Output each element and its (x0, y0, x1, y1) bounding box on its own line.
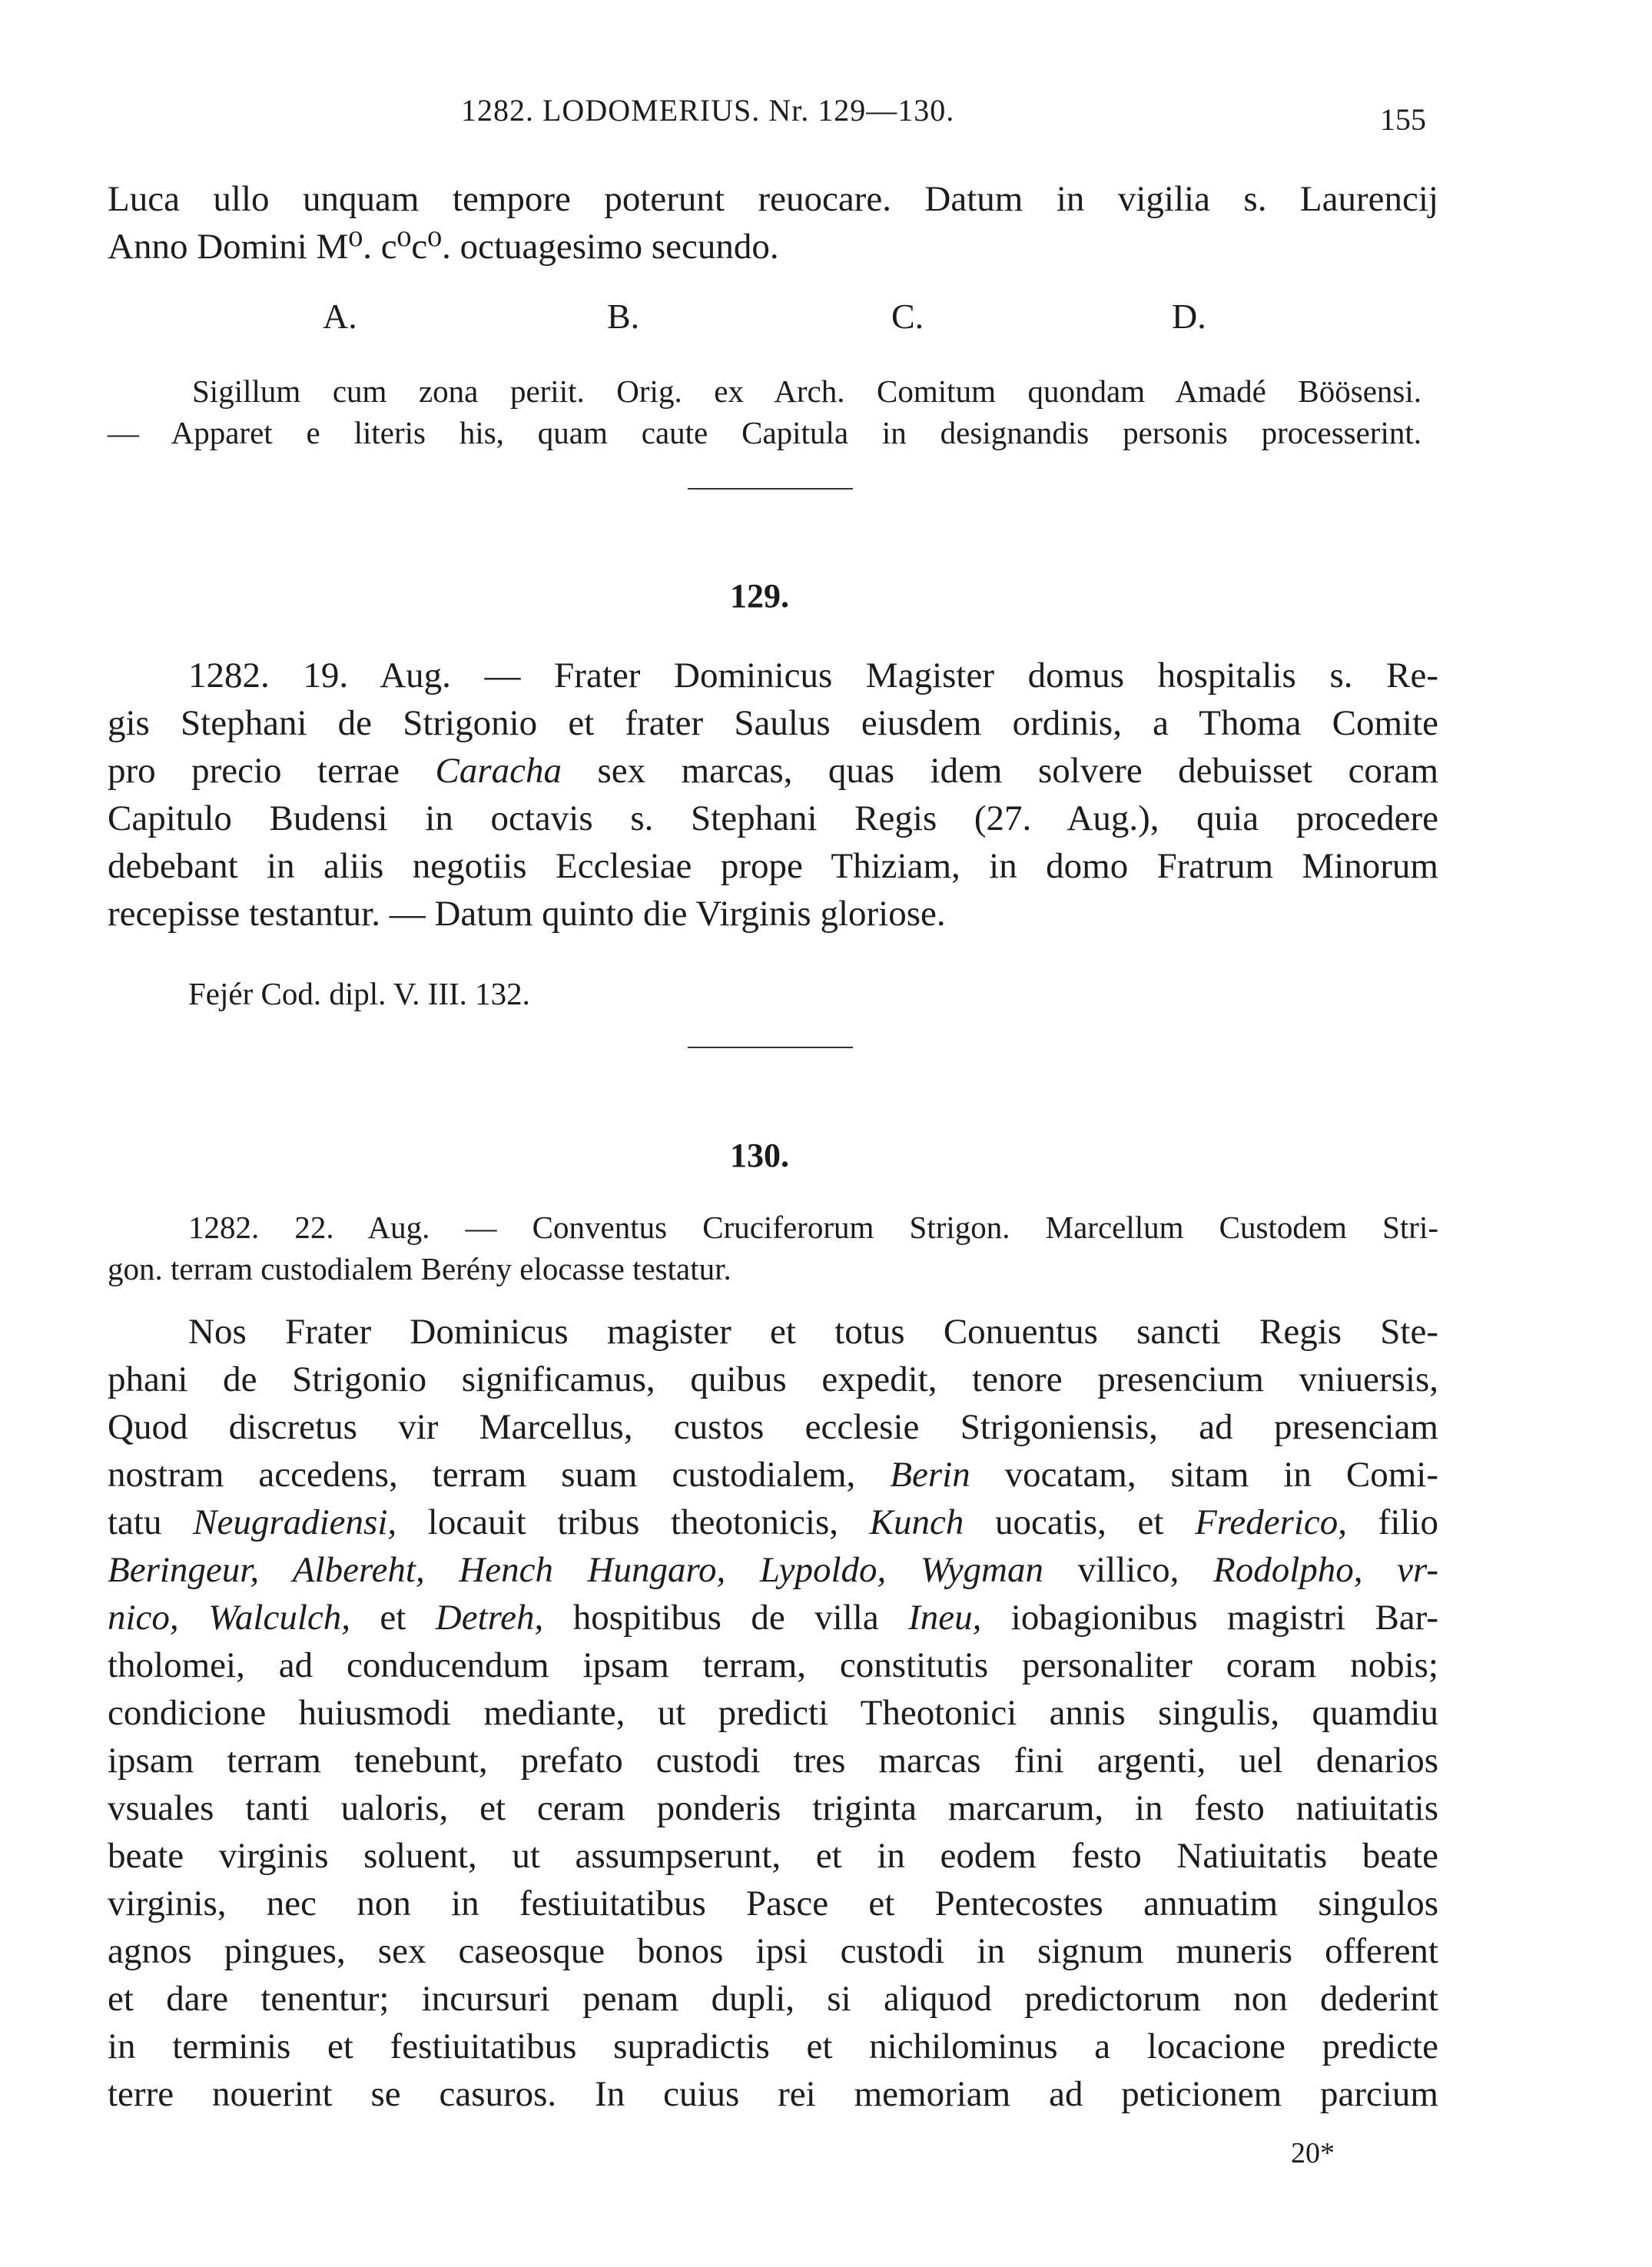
summary-line: Capitulo Budensi in octavis s. Stephani Regis (27. Aug.), quia procedere (108, 798, 1438, 838)
text-line: in terminis et festiuitatibus supradictis et nichilominus a locacione predicte (108, 2026, 1438, 2066)
text-line: tatu Neugradiensi, locauit tribus theotonicis, Kunch uocatis, et Frederico, filio (108, 1502, 1438, 1542)
witness-letter-c: C. (891, 297, 924, 336)
page-number: 155 (1380, 102, 1426, 137)
summary-line: pro precio terrae Caracha sex marcas, quas idem solvere debuisset coram (108, 751, 1438, 791)
document-number-130: 130. (730, 1137, 789, 1174)
document-number-129: 129. (730, 577, 789, 615)
summary-line: gon. terram custodialem Berény elocasse testatur. (108, 1251, 731, 1286)
text-line: agnos pingues, sex caseosque bonos ipsi custodi in signum muneris offerent (108, 1931, 1438, 1971)
text-line: tholomei, ad conducendum ipsam terram, constitutis personaliter coram nobis; (108, 1645, 1438, 1685)
running-title: 1282. LODOMERIUS. Nr. 129—130. (461, 93, 955, 128)
source-note-line: Sigillum cum zona periit. Orig. ex Arch. Comitum quondam Amadé Böösensi. (192, 373, 1421, 409)
text-line: ipsam terram tenebunt, prefato custodi tres marcas fini argenti, uel denarios (108, 1741, 1438, 1781)
text-line: beate virginis soluent, ut assumpserunt, et in eodem festo Natiuitatis beate (108, 1836, 1438, 1876)
signature-mark: 20* (1291, 2137, 1335, 2169)
text-line: et dare tenentur; incursuri penam dupli, si aliquod predictorum non dederint (108, 1979, 1438, 2019)
text-line: terre nouerint se casuros. In cuius rei memoriam ad peticionem parcium (108, 2074, 1438, 2114)
source-note-line: — Apparet e literis his, quam caute Capitula in designandis personis processerint. (108, 415, 1421, 450)
text-line: Beringeur, Albereht, Hench Hungaro, Lypoldo, Wygman villico, Rodolpho, vr- (108, 1550, 1438, 1590)
text-line: phani de Strigonio significamus, quibus expedit, tenore presencium vniuersis, (108, 1359, 1438, 1399)
text-line: Nos Frater Dominicus magister et totus Conuentus sancti Regis Ste- (188, 1312, 1438, 1352)
summary-line: recepisse testantur. — Datum quinto die Virginis gloriose. (108, 894, 946, 934)
text-line: Quod discretus vir Marcellus, custos ecclesie Strigoniensis, ad presenciam (108, 1407, 1438, 1447)
text-line: condicione huiusmodi mediante, ut predicti Theotonici annis singulis, quamdiu (108, 1693, 1438, 1733)
text-line: Luca ullo unquam tempore poterunt reuocare. Datum in vigilia s. Laurencij (108, 179, 1438, 219)
summary-line: debebant in aliis negotiis Ecclesiae prope Thiziam, in domo Fratrum Minorum (108, 846, 1438, 886)
summary-line: 1282. 19. Aug. — Frater Dominicus Magister domus hospitalis s. Re- (188, 656, 1438, 695)
witness-letter-d: D. (1172, 297, 1206, 336)
section-divider (688, 1047, 853, 1048)
text-line: nostram accedens, terram suam custodialem, Berin vocatam, sitam in Comi- (108, 1455, 1438, 1495)
text-line: vsuales tanti ualoris, et ceram ponderis triginta marcarum, in festo natiuitatis (108, 1788, 1438, 1828)
section-divider (688, 488, 853, 490)
summary-line: 1282. 22. Aug. — Conventus Cruciferorum Strigon. Marcellum Custodem Stri- (188, 1210, 1438, 1245)
text-line: Anno Domini M⁰. c⁰c⁰. octuagesimo secundo. (108, 227, 779, 267)
summary-line: gis Stephani de Strigonio et frater Saulus eiusdem ordinis, a Thoma Comite (108, 703, 1438, 743)
text-line: nico, Walculch, et Detreh, hospitibus de villa Ineu, iobagionibus magistri Bar- (108, 1598, 1439, 1638)
running-header (0, 92, 1652, 138)
witness-letter-a: A. (323, 297, 357, 336)
text-line: virginis, nec non in festiuitatibus Pasce et Pentecostes annuatim singulos (108, 1884, 1438, 1923)
witness-letter-b: B. (607, 297, 640, 336)
source-citation: Fejér Cod. dipl. V. III. 132. (188, 976, 530, 1011)
